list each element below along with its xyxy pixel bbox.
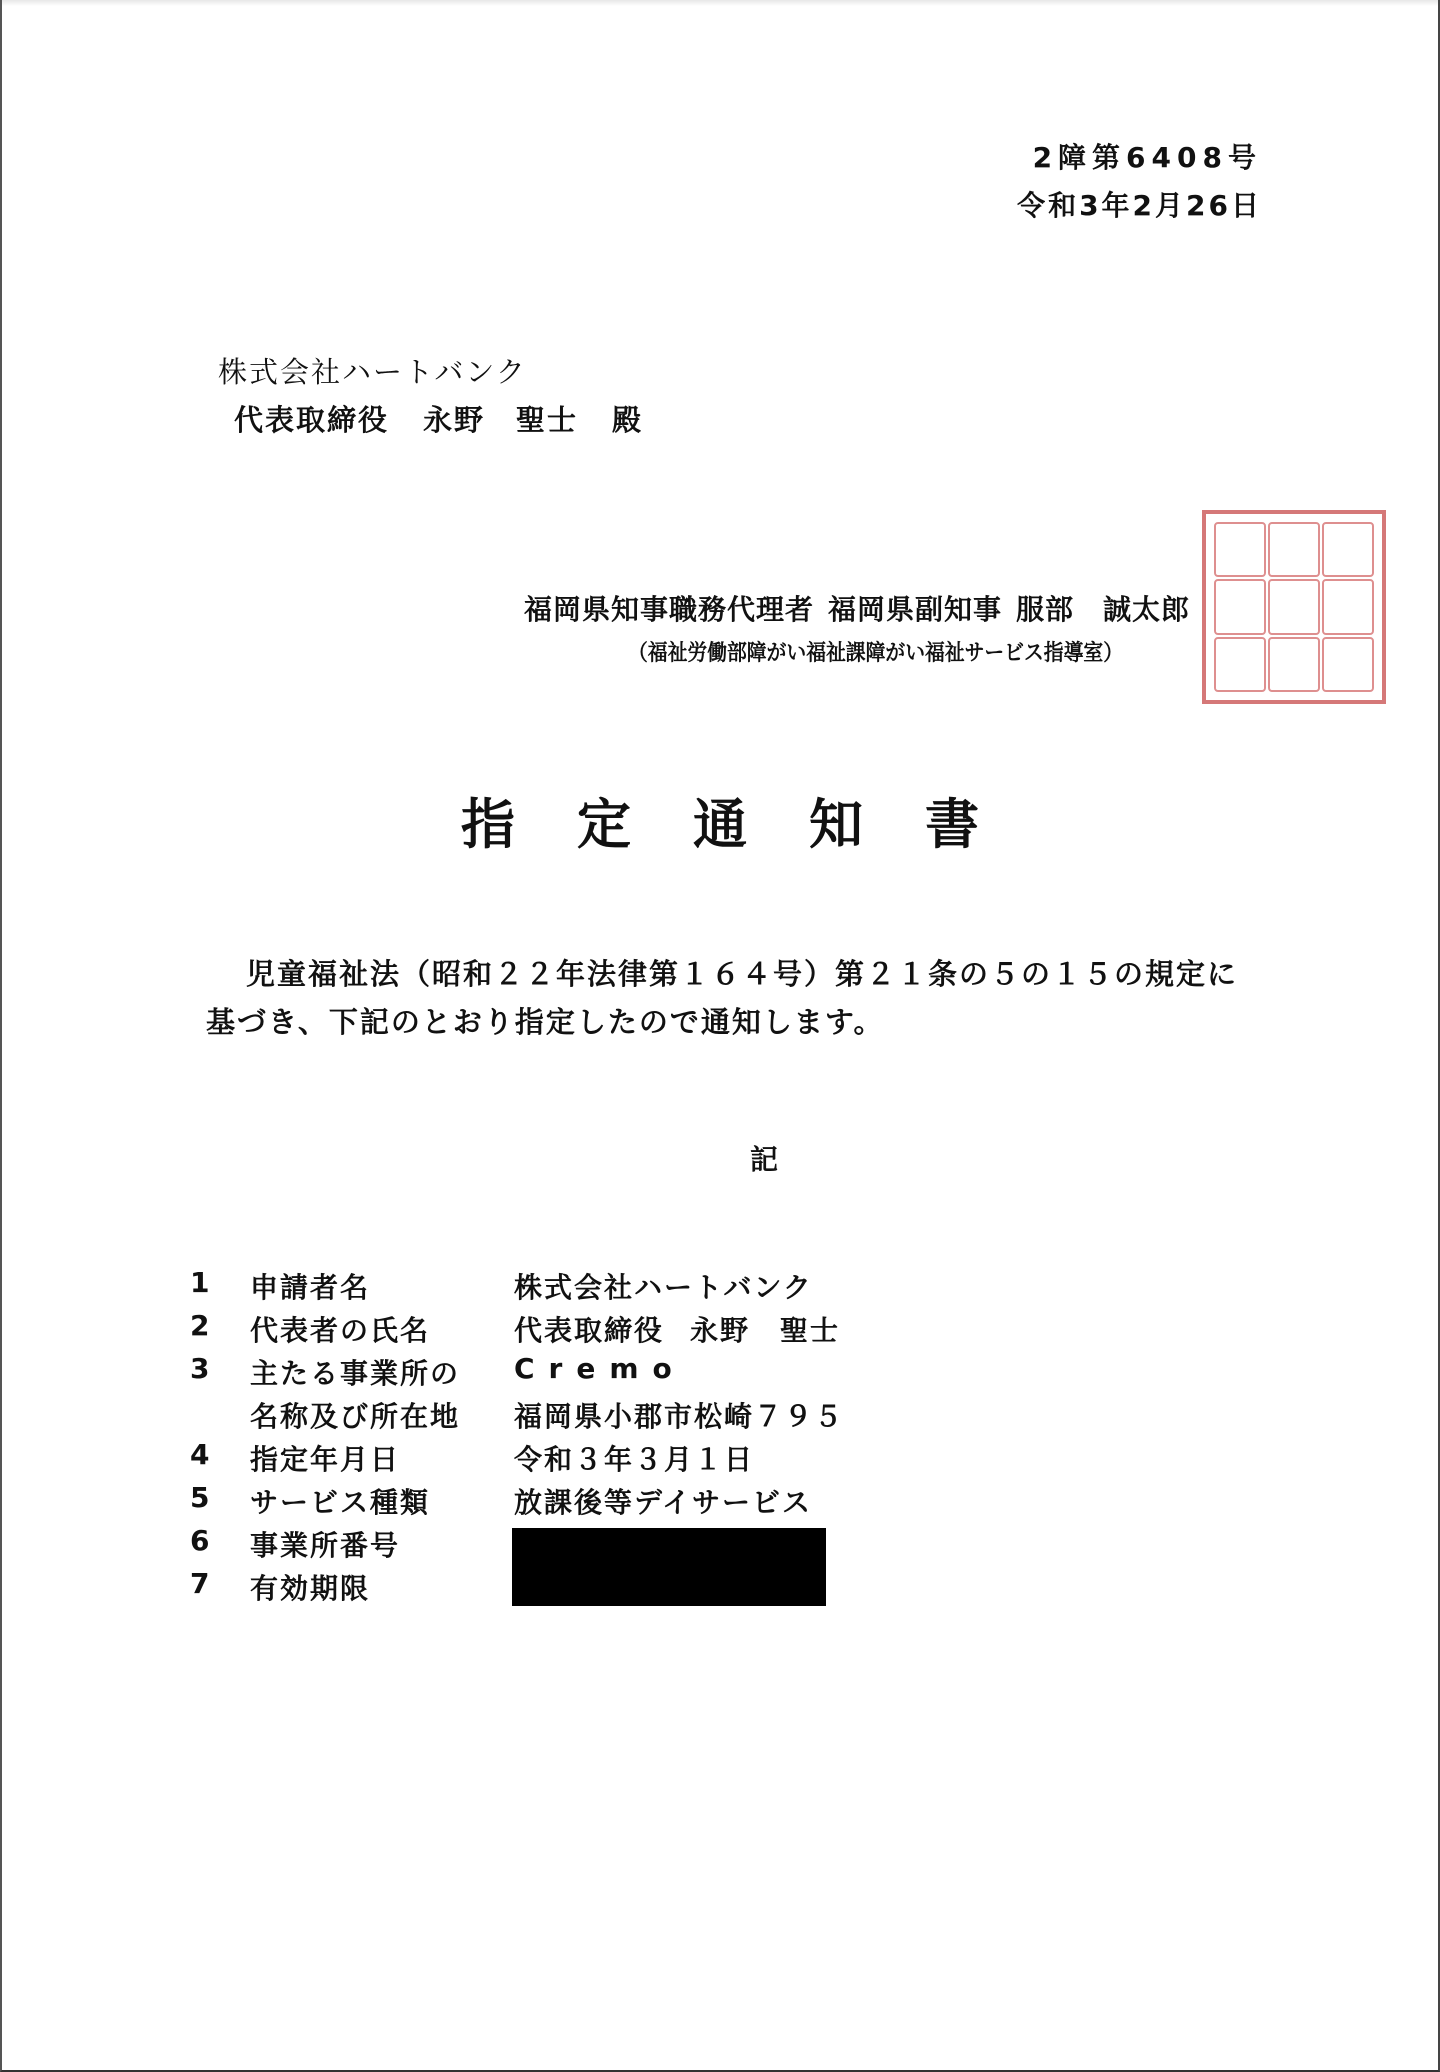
recipient-name: 永野 聖士 [423, 403, 579, 437]
issuer [524, 588, 1204, 628]
item-value-name: 永野 聖士 [690, 1314, 841, 1347]
issuer-department: （福祉労働部障がい福祉課障がい福祉サービス指導室） [628, 641, 1124, 666]
item-value-facility: Cremo [514, 1352, 686, 1385]
body-text [206, 950, 1286, 1046]
seal-glyph [1214, 579, 1266, 634]
redaction-block [512, 1528, 826, 1606]
item-label: 代表者の氏名 [250, 1314, 431, 1347]
seal-glyph [1214, 522, 1266, 577]
seal-glyph [1322, 637, 1374, 692]
document-title: 指定通知書 [461, 792, 1041, 856]
item-number: 7 [190, 1567, 212, 1600]
item-value: 令和３年３月１日 [514, 1443, 755, 1476]
item-number: 5 [190, 1481, 212, 1514]
item-label: 事業所番号 [250, 1529, 401, 1562]
issuer-role: 福岡県知事職務代理者 [524, 593, 815, 626]
recipient-company: 株式会社ハートバンク [218, 355, 527, 389]
recipient-representative [234, 398, 677, 439]
body-line-2: 基づき、下記のとおり指定したので通知します。 [206, 1005, 885, 1039]
scan-shadow [0, 0, 1440, 6]
official-seal [1202, 510, 1386, 704]
item-number: 3 [190, 1352, 212, 1385]
seal-glyph [1322, 579, 1374, 634]
ki-heading: 記 [750, 1143, 779, 1176]
document-date: 令和3年2月26日 [1017, 189, 1262, 222]
item-value: 放課後等デイサービス [514, 1486, 813, 1519]
item-number: 4 [190, 1438, 212, 1471]
seal-glyph [1268, 522, 1320, 577]
recipient-title: 代表取締役 [234, 403, 390, 437]
issuer-name: 服部 誠太郎 [1016, 593, 1191, 626]
item-label: 申請者名 [250, 1271, 371, 1304]
body-line-1: 児童福祉法（昭和２２年法律第１６４号）第２１条の５の１５の規定に [246, 957, 1239, 991]
item-value [514, 1352, 686, 1385]
recipient-honorific: 殿 [612, 403, 644, 437]
item-label: 名称及び所在地 [250, 1400, 461, 1433]
item-value-title: 代表取締役 [514, 1314, 665, 1347]
item-number: 2 [190, 1309, 212, 1342]
document-number: 2障第6408号 [1032, 141, 1262, 174]
item-label: サービス種類 [250, 1486, 431, 1519]
item-label: 主たる事業所の [250, 1357, 461, 1390]
item-number: 1 [190, 1266, 212, 1299]
seal-glyph [1268, 579, 1320, 634]
item-label: 有効期限 [250, 1572, 371, 1605]
item-number: 6 [190, 1524, 212, 1557]
issuer-position: 福岡県副知事 [828, 593, 1003, 626]
item-label: 指定年月日 [250, 1443, 401, 1476]
item-value: 株式会社ハートバンク [514, 1271, 813, 1304]
item-value [514, 1309, 840, 1349]
seal-glyph [1268, 637, 1320, 692]
seal-glyph [1214, 637, 1266, 692]
seal-glyph [1322, 522, 1374, 577]
item-value: 福岡県小郡市松崎７９５ [514, 1400, 845, 1433]
